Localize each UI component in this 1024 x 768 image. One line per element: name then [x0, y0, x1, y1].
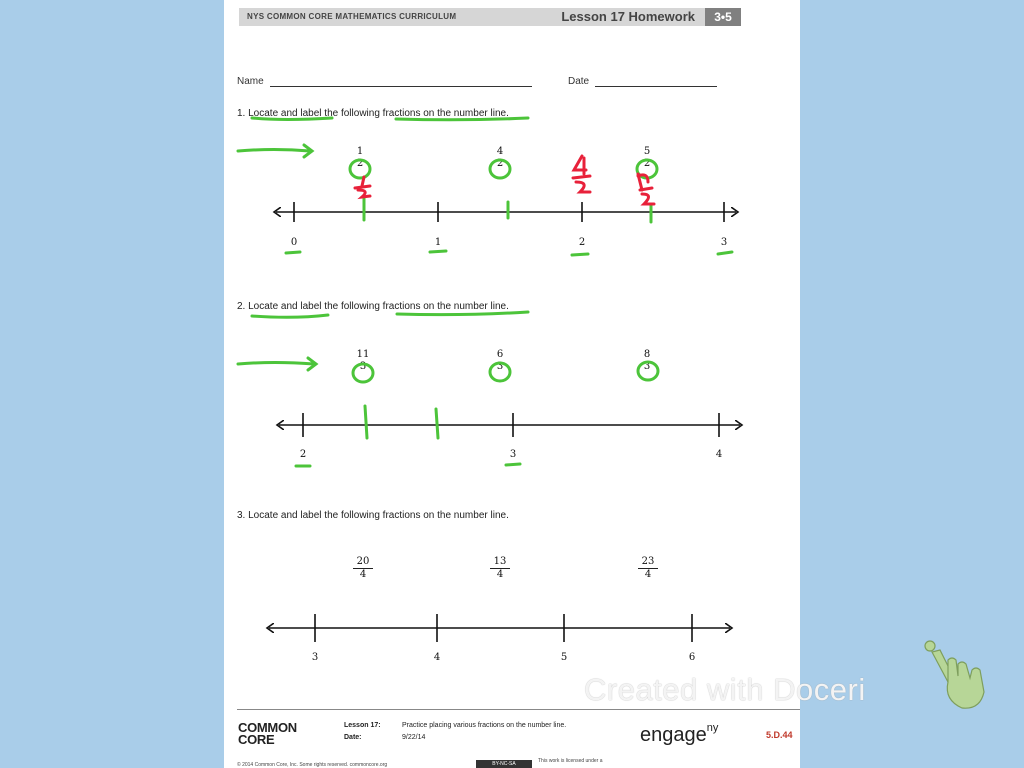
problem-2-prompt: 2. Locate and label the following fractions on the number line.	[237, 301, 509, 312]
problem-1-number-line	[276, 202, 736, 222]
doceri-hand-icon	[918, 638, 988, 712]
problem-1-tick-label: 3	[720, 237, 728, 248]
engageny-logo: engage$^{ny}$	[640, 722, 719, 746]
number-lines-drawing	[224, 0, 800, 705]
problem-3-tick-label: 6	[688, 652, 696, 663]
problem-3-prompt: 3. Locate and label the following fractions on the number line.	[237, 510, 509, 521]
page-number: 5.D.44	[766, 730, 793, 740]
problem-1-fraction-2: 4 2	[496, 146, 504, 169]
worksheet-page	[224, 0, 800, 768]
problem-3-tick-label: 5	[560, 652, 568, 663]
name-label: Name	[237, 76, 264, 87]
problem-2-number-line	[279, 413, 740, 437]
curriculum-title: NYS COMMON CORE MATHEMATICS CURRICULUM	[247, 12, 457, 21]
problem-3-fraction-3: $\frac{23}{4}$	[638, 556, 658, 581]
footer-date-value: 9/22/14	[402, 734, 426, 741]
footer-lesson-label: Lesson 17:	[344, 722, 381, 729]
lesson-title: Lesson 17 Homework	[561, 9, 695, 24]
grade-module-badge: 3•5	[705, 8, 741, 26]
problem-1-fraction-3: 5 2	[643, 146, 651, 169]
problem-2-tick-label: 2	[299, 449, 307, 460]
doceri-watermark: Created with Doceri	[584, 672, 866, 707]
problem-3-tick-label: 4	[433, 652, 441, 663]
problem-2-fraction-3: 8 3	[643, 349, 651, 372]
problem-3-number-line	[269, 614, 730, 642]
problem-2-fraction-1: 11 3	[356, 349, 370, 372]
common-core-logo: COMMON CORE	[238, 720, 297, 747]
problem-1-fraction-1: 1 2	[356, 146, 364, 169]
red-ink-annotations	[355, 156, 654, 204]
problem-3-fraction-2: $\frac{13}{4}$	[490, 556, 510, 581]
problem-3-tick-label: 3	[311, 652, 319, 663]
problem-3-fraction-1: $\frac{20}{4}$	[353, 556, 373, 581]
problem-2-tick-label: 4	[715, 449, 723, 460]
license-text: This work is licensed under a	[538, 758, 603, 764]
copyright-text: © 2014 Common Core, Inc. Some rights reserved. commoncore.org	[237, 762, 388, 768]
cc-license-badge: BY-NC-SA	[476, 760, 532, 768]
problem-2-fraction-2: 6 3	[496, 349, 504, 372]
problem-1-tick-label: 2	[578, 237, 586, 248]
footer-date-label: Date:	[344, 734, 362, 741]
problem-1-prompt: 1. Locate and label the following fractions on the number line.	[237, 108, 509, 119]
problem-1-tick-label: 0	[290, 237, 298, 248]
footer-lesson-desc: Practice placing various fractions on the number line.	[402, 722, 567, 729]
problem-1-tick-label: 1	[434, 237, 442, 248]
footer-divider	[237, 709, 800, 710]
date-label: Date	[568, 76, 590, 87]
problem-2-tick-label: 3	[509, 449, 517, 460]
green-ink-annotations	[238, 118, 732, 466]
